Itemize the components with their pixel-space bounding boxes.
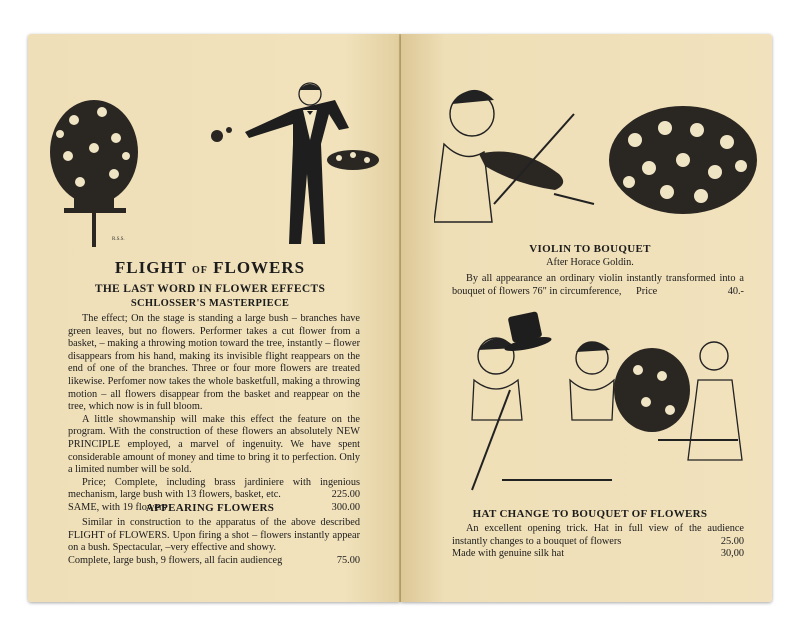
hat-change-title: HAT CHANGE TO BOUQUET OF FLOWERS: [472, 508, 708, 520]
title-word-flowers: FLOWERS: [213, 258, 306, 277]
paragraph-showmanship: A little showmanship will make this effect the feature on the program. With the construction of these flowers an absolutely NEW PRINCIPLE employed, a marvel of ingenuity. We have spent considerable amount of money and time to bring it to perfection. Only a limited number will be sold.: [68, 413, 360, 476]
flight-description: [68, 313, 360, 515]
silk-hat-price: 30,00: [720, 548, 744, 560]
violinist-illustration: [434, 84, 614, 224]
title-word-flight: FLIGHT: [114, 258, 187, 277]
silk-hat-row: [452, 548, 744, 561]
price-same-label: SAME, with 19 flowers: [68, 501, 167, 513]
bouquet-illustration: [605, 100, 765, 220]
title-word-of: OF: [191, 265, 208, 276]
appearing-flowers-description: [68, 517, 360, 567]
price-same-value: 300.00: [331, 501, 360, 513]
hat-change-price: 25.00: [720, 535, 744, 547]
paragraph-effect: The effect; On the stage is standing a large bush – branches have green leaves, but no flowers. Performer takes a cut flower from a basket, – making a throwing motion toward the tree, instantly – flower disappears from his hand, making its invisible flight reappears on the end of one of the branches. Three or four more flowers are treated likewise. Perfomer now takes the whole basketfull, making a throwing motion – all flowers disappear from the basket and reappear on the tree, which now is in full bloom.: [68, 313, 360, 413]
violin-text: By all appearance an ordinary violin instantly transformed into a bouquet of flowers 76" in circumference,: [452, 273, 744, 297]
price-complete: 225.00: [331, 489, 360, 501]
violin-after: After Horace Goldin.: [546, 257, 634, 268]
appearing-price: 75.00: [336, 554, 360, 566]
flower-bush-illustration: [44, 90, 144, 250]
page-title: [60, 258, 360, 278]
violin-title: VIOLIN TO BOUQUET: [529, 243, 651, 255]
hat-change-text: An excellent opening trick. Hat in full view of the audience instantly changes to a bouquet of flowers: [452, 523, 744, 547]
price-intro: [68, 477, 360, 502]
hat-change-description: [452, 523, 744, 561]
magician-illustration: [205, 78, 385, 248]
violin-description: [452, 273, 744, 298]
silk-hat-label: Made with genuine silk hat: [452, 548, 565, 560]
subtitle-masterpiece: SCHLOSSER'S MASTERPIECE: [130, 298, 290, 309]
price-intro-text: Price; Complete, including brass jardiniere with ingenious mechanism, large bush with 13 flowers, basket, etc.: [68, 476, 360, 501]
appearing-flowers-title: APPEARING FLOWERS: [145, 502, 275, 514]
appearing-price-row: [68, 555, 360, 568]
subtitle: THE LAST WORD IN FLOWER EFFECTS: [94, 283, 326, 295]
illustration-initials: R.S.S.: [112, 237, 125, 242]
violin-price-label: Price: [636, 285, 658, 297]
appearing-complete-label: Complete, large bush, 9 flowers, all facin audienceg: [68, 554, 283, 566]
hat-change-illustration: [462, 310, 752, 500]
violin-price: 40.-: [727, 285, 744, 297]
appearing-text: Similar in construction to the apparatus of the above described FLIGHT of FLOWERS. Upon firing a shot – flowers instantly appear on a bush. Spectacular, –very effective and showy.: [68, 517, 360, 554]
